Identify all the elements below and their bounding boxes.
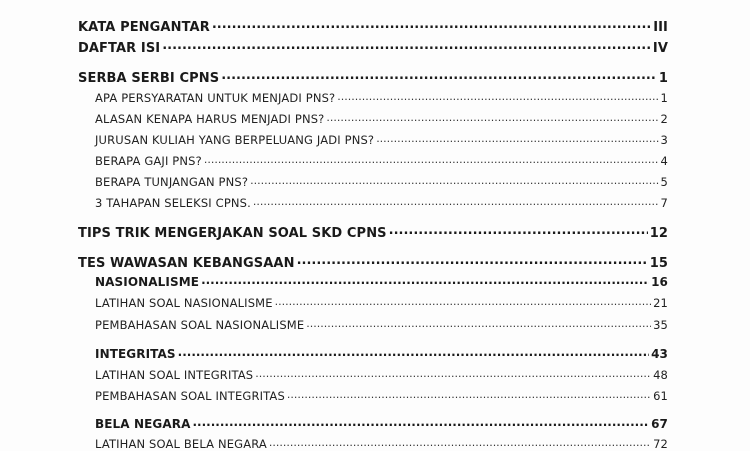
toc-page-number: 72 xyxy=(653,436,668,451)
toc-page-number: 67 xyxy=(651,417,668,431)
toc-entry-label: JURUSAN KULIAH YANG BERPELUANG JADI PNS? xyxy=(95,132,375,147)
toc-entry-label: NASIONALISME xyxy=(95,275,200,289)
toc-page-number: 1 xyxy=(658,71,668,86)
dot-leader xyxy=(221,69,657,82)
dot-leader xyxy=(297,254,648,267)
toc-entry-label: PEMBAHASAN SOAL NASIONALISME xyxy=(95,317,305,332)
toc-page-number: 5 xyxy=(660,174,668,189)
dot-leader xyxy=(389,224,648,237)
toc-entry-serba-serbi-cpns xyxy=(78,69,668,86)
toc-page-number: 12 xyxy=(649,226,668,241)
toc-entry-label: TES WAWASAN KEBANGSAAN xyxy=(78,256,295,271)
dot-leader xyxy=(250,174,658,186)
toc-entry-nasionalisme xyxy=(95,274,668,289)
toc-entry-label: BELA NEGARA xyxy=(95,417,191,431)
dot-leader xyxy=(287,388,651,400)
dot-leader xyxy=(269,436,651,448)
toc-entry-pembahasan-integritas xyxy=(95,388,668,403)
dot-leader xyxy=(204,153,659,165)
toc-entry-latihan-integritas xyxy=(95,367,668,382)
toc-page-number: 48 xyxy=(653,367,668,382)
dot-leader xyxy=(212,18,651,31)
toc-entry-daftar-isi xyxy=(78,39,668,56)
toc-entry-jurusan xyxy=(95,132,668,147)
toc-page-number: 43 xyxy=(651,347,668,361)
toc-entry-label: DAFTAR ISI xyxy=(78,41,161,56)
toc-entry-latihan-bela-negara xyxy=(95,436,668,451)
toc-entry-label: LATIHAN SOAL BELA NEGARA xyxy=(95,436,267,451)
toc-page-number: 4 xyxy=(660,153,668,168)
toc-page-number: 35 xyxy=(653,317,668,332)
toc-entry-label: KATA PENGANTAR xyxy=(78,20,210,35)
toc-entry-label: INTEGRITAS xyxy=(95,347,176,361)
dot-leader xyxy=(178,346,649,358)
toc-entry-label: PEMBAHASAN SOAL INTEGRITAS xyxy=(95,388,285,403)
toc-page-number: 1 xyxy=(660,90,668,105)
toc-page-number: 16 xyxy=(651,275,668,289)
toc-page-number: 3 xyxy=(660,132,668,147)
toc-page-number: IV xyxy=(652,41,668,56)
toc-entry-persyaratan xyxy=(95,90,668,105)
dot-leader xyxy=(162,39,651,52)
toc-page-number: III xyxy=(653,20,668,35)
dot-leader xyxy=(306,317,651,329)
dot-leader xyxy=(192,416,649,428)
toc-page-number: 2 xyxy=(660,111,668,126)
toc-entry-label: TIPS TRIK MENGERJAKAN SOAL SKD CPNS xyxy=(78,226,387,241)
toc-entry-bela-negara xyxy=(95,416,668,431)
toc-entry-tahapan xyxy=(95,195,668,210)
toc-entry-label: ALASAN KENAPA HARUS MENJADI PNS? xyxy=(95,111,325,126)
toc-entry-kata-pengantar xyxy=(78,18,668,35)
toc-entry-label: 3 TAHAPAN SELEKSI CPNS. xyxy=(95,195,251,210)
toc-page-number: 15 xyxy=(649,256,668,271)
dot-leader xyxy=(376,132,658,144)
toc-entry-tes-wawasan xyxy=(78,254,668,271)
toc-entry-label: BERAPA GAJI PNS? xyxy=(95,153,202,168)
toc-entry-tunjangan xyxy=(95,174,668,189)
toc-entry-label: LATIHAN SOAL INTEGRITAS xyxy=(95,367,254,382)
table-of-contents xyxy=(78,0,668,450)
toc-page-number: 7 xyxy=(660,195,668,210)
toc-entry-integritas xyxy=(95,346,668,361)
toc-page-number: 21 xyxy=(653,295,668,310)
toc-entry-label: SERBA SERBI CPNS xyxy=(78,71,220,86)
toc-entry-alasan xyxy=(95,111,668,126)
toc-entry-gaji xyxy=(95,153,668,168)
dot-leader xyxy=(253,195,659,207)
toc-entry-label: LATIHAN SOAL NASIONALISME xyxy=(95,295,273,310)
dot-leader xyxy=(326,111,658,123)
toc-entry-label: APA PERSYARATAN UNTUK MENJADI PNS? xyxy=(95,90,336,105)
toc-entry-label: BERAPA TUNJANGAN PNS? xyxy=(95,174,249,189)
toc-page-number: 61 xyxy=(653,388,668,403)
dot-leader xyxy=(275,295,651,307)
toc-entry-latihan-nasionalisme xyxy=(95,295,668,310)
toc-entry-tips-trik xyxy=(78,224,668,241)
toc-entry-pembahasan-nasionalisme xyxy=(95,317,668,332)
dot-leader xyxy=(255,367,651,379)
dot-leader xyxy=(337,90,658,102)
dot-leader xyxy=(201,274,649,286)
